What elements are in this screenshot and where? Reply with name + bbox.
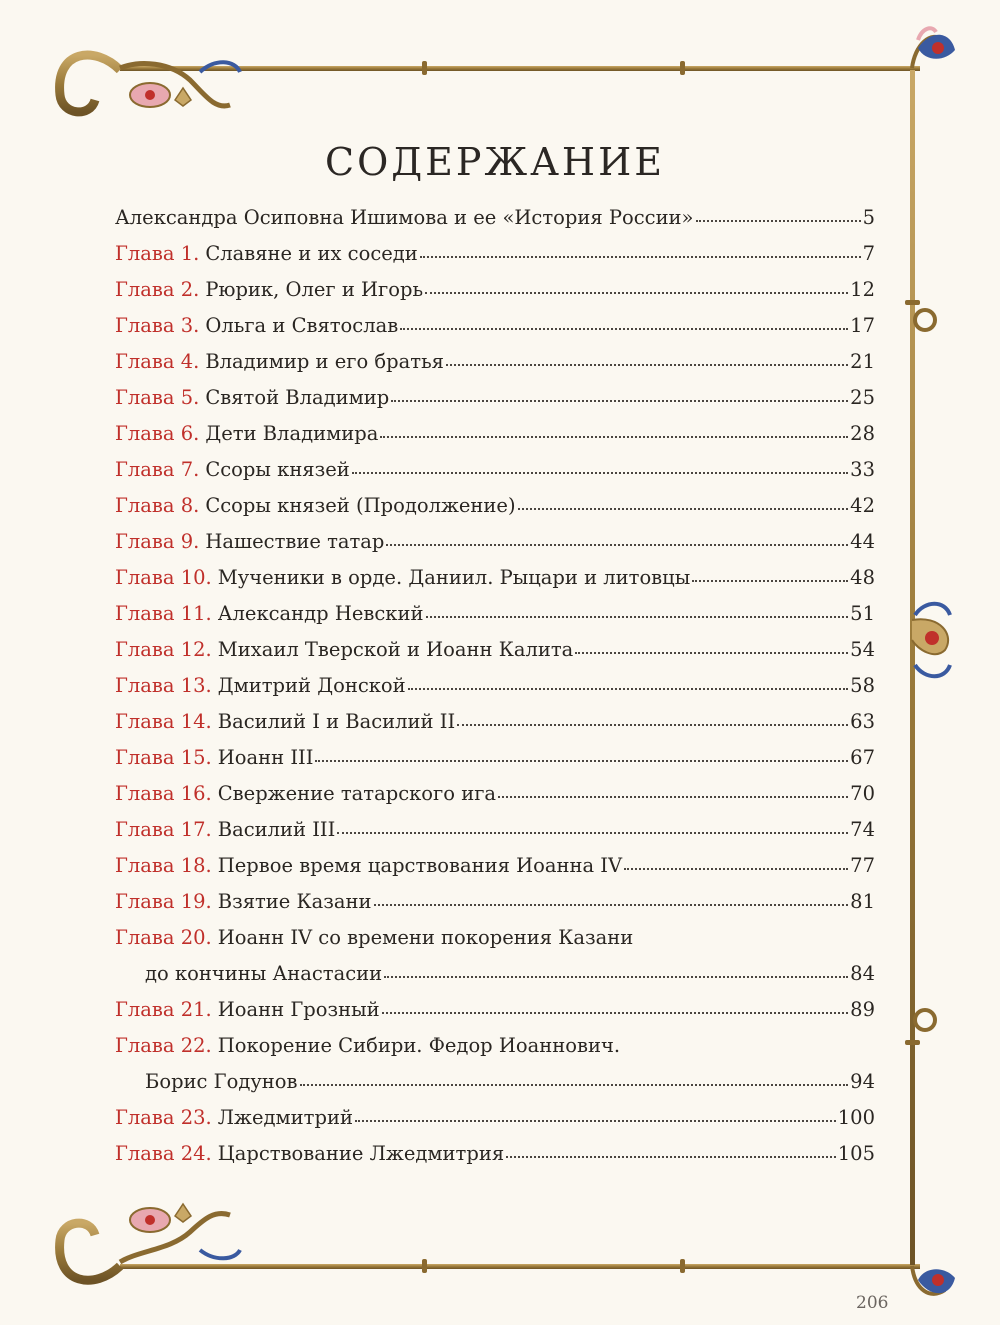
chapter-title: Иоанн Грозный — [217, 998, 380, 1021]
chapter-title: Владимир и его братья — [205, 350, 444, 373]
dot-leader — [408, 688, 849, 690]
toc-entry — [115, 452, 875, 488]
chapter-label: Глава 7. — [115, 458, 200, 481]
page-ref: 77 — [850, 854, 875, 877]
chapter-label: Глава 5. — [115, 386, 200, 409]
dot-leader — [506, 1156, 836, 1158]
chapter-title: Славяне и их соседи — [205, 242, 418, 265]
dot-leader — [386, 544, 848, 546]
dot-leader — [624, 868, 848, 870]
dot-leader — [518, 508, 849, 510]
toc-entry — [115, 704, 875, 740]
toc-entry — [115, 416, 875, 452]
toc-entry — [115, 344, 875, 380]
chapter-label: Глава 12. — [115, 638, 212, 661]
page-number: 206 — [856, 1293, 889, 1313]
dot-leader — [355, 1120, 836, 1122]
dot-leader — [575, 652, 848, 654]
chapter-label: Глава 22. — [115, 1034, 212, 1057]
toc-entry — [115, 740, 875, 776]
chapter-label: Глава 23. — [115, 1106, 212, 1129]
page-ref: 25 — [850, 386, 875, 409]
chapter-title: Иоанн III — [217, 746, 314, 769]
page-ref: 12 — [850, 278, 875, 301]
chapter-title: Ссоры князей — [205, 458, 350, 481]
chapter-label: Глава 14. — [115, 710, 212, 733]
toc-entry — [115, 1064, 875, 1100]
chapter-label: Глава 15. — [115, 746, 212, 769]
toc-entry — [115, 272, 875, 308]
toc-entry — [115, 848, 875, 884]
top-right-ornament — [912, 28, 955, 68]
page-ref: 89 — [850, 998, 875, 1021]
page-ref: 7 — [862, 242, 875, 265]
page-ref: 5 — [862, 206, 875, 229]
page-ref: 74 — [850, 818, 875, 841]
toc-entry — [115, 560, 875, 596]
toc-entry — [115, 884, 875, 920]
dot-leader — [315, 760, 848, 762]
dot-leader — [426, 616, 849, 618]
page-ref: 28 — [850, 422, 875, 445]
toc-entry — [115, 956, 875, 992]
chapter-title: Святой Владимир — [205, 386, 390, 409]
chapter-title: Михаил Тверской и Иоанн Калита — [217, 638, 574, 661]
dot-leader — [692, 580, 848, 582]
chapter-title: Василий III — [217, 818, 336, 841]
chapter-label: Глава 21. — [115, 998, 212, 1021]
frame-bottom-bar — [120, 1264, 920, 1269]
chapter-title: Иоанн IV со времени покорения Казани — [217, 926, 634, 949]
toc-entry — [115, 1136, 875, 1172]
chapter-title: до кончины Анастасии — [145, 962, 383, 985]
toc-entry — [115, 920, 875, 956]
chapter-label: Глава 2. — [115, 278, 200, 301]
chapter-label: Глава 3. — [115, 314, 200, 337]
toc-entry — [115, 812, 875, 848]
chapter-title: Лжедмитрий — [217, 1106, 353, 1129]
page-ref: 67 — [850, 746, 875, 769]
toc-entry — [115, 632, 875, 668]
chapter-title: Александр Невский — [217, 602, 424, 625]
chapter-title: Мученики в орде. Даниил. Рыцари и литовцы — [217, 566, 691, 589]
chapter-title: Борис Годунов — [145, 1070, 298, 1093]
page-ref: 81 — [850, 890, 875, 913]
dot-leader — [457, 724, 848, 726]
dot-leader — [498, 796, 848, 798]
toc-entry — [115, 488, 875, 524]
page-ref: 63 — [850, 710, 875, 733]
right-middle-ornament — [912, 604, 950, 677]
page-ref: 84 — [850, 962, 875, 985]
dot-leader — [352, 472, 848, 474]
chapter-label: Глава 24. — [115, 1142, 212, 1165]
toc-entry — [115, 200, 875, 236]
chapter-label: Глава 11. — [115, 602, 212, 625]
page-ref: 58 — [850, 674, 875, 697]
toc-entry — [115, 596, 875, 632]
chapter-label: Глава 19. — [115, 890, 212, 913]
toc-entry — [115, 992, 875, 1028]
dot-leader — [425, 292, 848, 294]
dot-leader — [420, 256, 861, 258]
frame-right-bar — [910, 70, 915, 1265]
chapter-title: Дети Владимира — [205, 422, 379, 445]
chapter-label: Глава 18. — [115, 854, 212, 877]
dot-leader — [380, 436, 848, 438]
page-ref: 94 — [850, 1070, 875, 1093]
page-ref: 33 — [850, 458, 875, 481]
page-title: СОДЕРЖАНИЕ — [325, 140, 665, 184]
chapter-title: Дмитрий Донской — [217, 674, 406, 697]
chapter-label: Глава 17. — [115, 818, 212, 841]
chapter-title: Ольга и Святослав — [205, 314, 399, 337]
dot-leader — [337, 832, 848, 834]
chapter-title: Первое время царствования Иоанна IV — [217, 854, 623, 877]
page-ref: 21 — [850, 350, 875, 373]
chapter-title: Царствование Лжедмитрия — [217, 1142, 505, 1165]
chapter-title: Рюрик, Олег и Игорь — [205, 278, 424, 301]
page-ref: 54 — [850, 638, 875, 661]
chapter-label: Глава 1. — [115, 242, 200, 265]
page-ref: 17 — [850, 314, 875, 337]
toc-entry — [115, 524, 875, 560]
chapter-label: Глава 4. — [115, 350, 200, 373]
chapter-title: Ссоры князей (Продолжение) — [205, 494, 516, 517]
page-ref: 44 — [850, 530, 875, 553]
page-ref: 51 — [850, 602, 875, 625]
toc-entry — [115, 1100, 875, 1136]
dot-leader — [300, 1084, 849, 1086]
toc-entry — [115, 236, 875, 272]
chapter-title: Покорение Сибири. Федор Иоаннович. — [217, 1034, 621, 1057]
page-ref: 105 — [837, 1142, 875, 1165]
dot-leader — [391, 400, 848, 402]
page-ref: 100 — [837, 1106, 875, 1129]
toc-entry — [115, 776, 875, 812]
page-ref: 70 — [850, 782, 875, 805]
page-ref: 42 — [850, 494, 875, 517]
dot-leader — [446, 364, 848, 366]
chapter-title: Взятие Казани — [217, 890, 372, 913]
toc-entry — [115, 380, 875, 416]
chapter-label: Глава 9. — [115, 530, 200, 553]
chapter-title: Нашествие татар — [205, 530, 385, 553]
chapter-label: Глава 16. — [115, 782, 212, 805]
chapter-label: Глава 8. — [115, 494, 200, 517]
chapter-label: Глава 6. — [115, 422, 200, 445]
chapter-label: Глава 10. — [115, 566, 212, 589]
toc-entry — [115, 668, 875, 704]
dot-leader — [400, 328, 848, 330]
bottom-right-ornament — [912, 1266, 955, 1294]
chapter-title: Александра Осиповна Ишимова и ее «История России» — [115, 206, 694, 229]
page-ref: 48 — [850, 566, 875, 589]
chapter-label: Глава 20. — [115, 926, 212, 949]
dot-leader — [384, 976, 848, 978]
chapter-label: Глава 13. — [115, 674, 212, 697]
top-left-ornament — [60, 55, 240, 112]
dot-leader — [696, 220, 861, 222]
dot-leader — [382, 1012, 849, 1014]
toc-entry — [115, 1028, 875, 1064]
chapter-title: Василий I и Василий II — [217, 710, 456, 733]
chapter-title: Свержение татарского ига — [217, 782, 497, 805]
table-of-contents — [115, 200, 875, 1172]
toc-entry — [115, 308, 875, 344]
dot-leader — [374, 904, 849, 906]
